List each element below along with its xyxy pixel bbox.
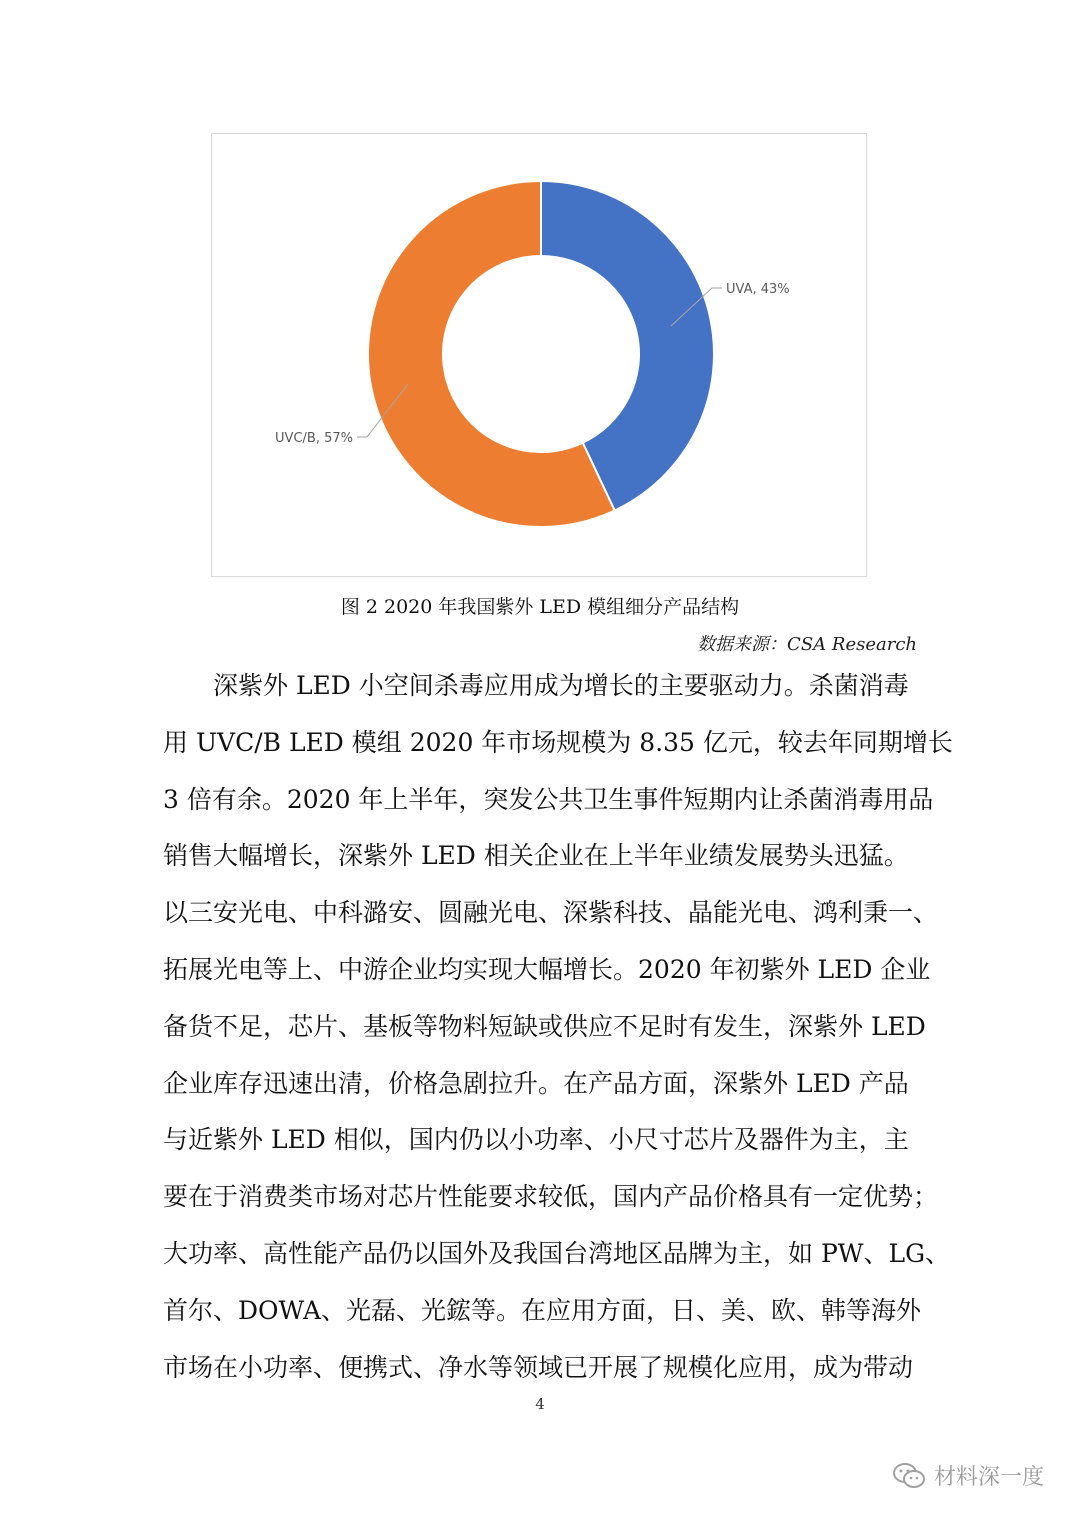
page-number: 4: [535, 1395, 545, 1413]
body-line: 销售大幅增长，深紫外 LED 相关企业在上半年业绩发展势头迅猛。: [163, 841, 909, 871]
body-line: 深紫外 LED 小空间杀毒应用成为增长的主要驱动力。杀菌消毒: [163, 671, 909, 700]
watermark-text: 材料深一度: [933, 1465, 1044, 1490]
body-line: 拓展光电等上、中游企业均实现大幅增长。2020 年初紫外 LED 企业: [163, 954, 931, 984]
watermark: [892, 1460, 1044, 1491]
body-line: 备货不足，芯片、基板等物料短缺或供应不足时有发生，深紫外 LED: [163, 1011, 926, 1041]
body-line: 与近紫外 LED 相似，国内仍以小功率、小尺寸芯片及器件为主，主: [163, 1125, 909, 1155]
body-line: 首尔、DOWA、光磊、光鋐等。在应用方面，日、美、欧、韩等海外: [163, 1295, 922, 1325]
body-line: 要在于消费类市场对芯片性能要求较低，国内产品价格具有一定优势；: [163, 1182, 939, 1212]
body-line: 大功率、高性能产品仍以国外及我国台湾地区品牌为主，如 PW、LG、: [163, 1238, 951, 1268]
body-line: 市场在小功率、便携式、净水等领域已开展了规模化应用，成为带动: [163, 1352, 914, 1382]
slice-label: UVA, 43%: [726, 282, 790, 297]
chart-container: [211, 133, 867, 577]
body-line: 3 倍有余。2020 年上半年，突发公共卫生事件短期内让杀菌消毒用品: [163, 784, 934, 814]
figure-caption: 图 2 2020 年我国紫外 LED 模组细分产品结构: [340, 596, 740, 618]
body-line: 以三安光电、中科潞安、圆融光电、深紫科技、晶能光电、鸿利秉一、: [163, 898, 939, 928]
body-line: 用 UVC/B LED 模组 2020 年市场规模为 8.35 亿元，较去年同期增长: [163, 727, 953, 757]
wechat-icon: [892, 1462, 926, 1490]
data-source: 数据来源：CSA Research: [697, 634, 917, 655]
donut-chart: [212, 134, 868, 578]
body-paragraph: [163, 658, 953, 1396]
body-line: 企业库存迅速出清，价格急剧拉升。在产品方面，深紫外 LED 产品: [163, 1068, 909, 1098]
slice-label: UVC/B, 57%: [275, 431, 353, 446]
